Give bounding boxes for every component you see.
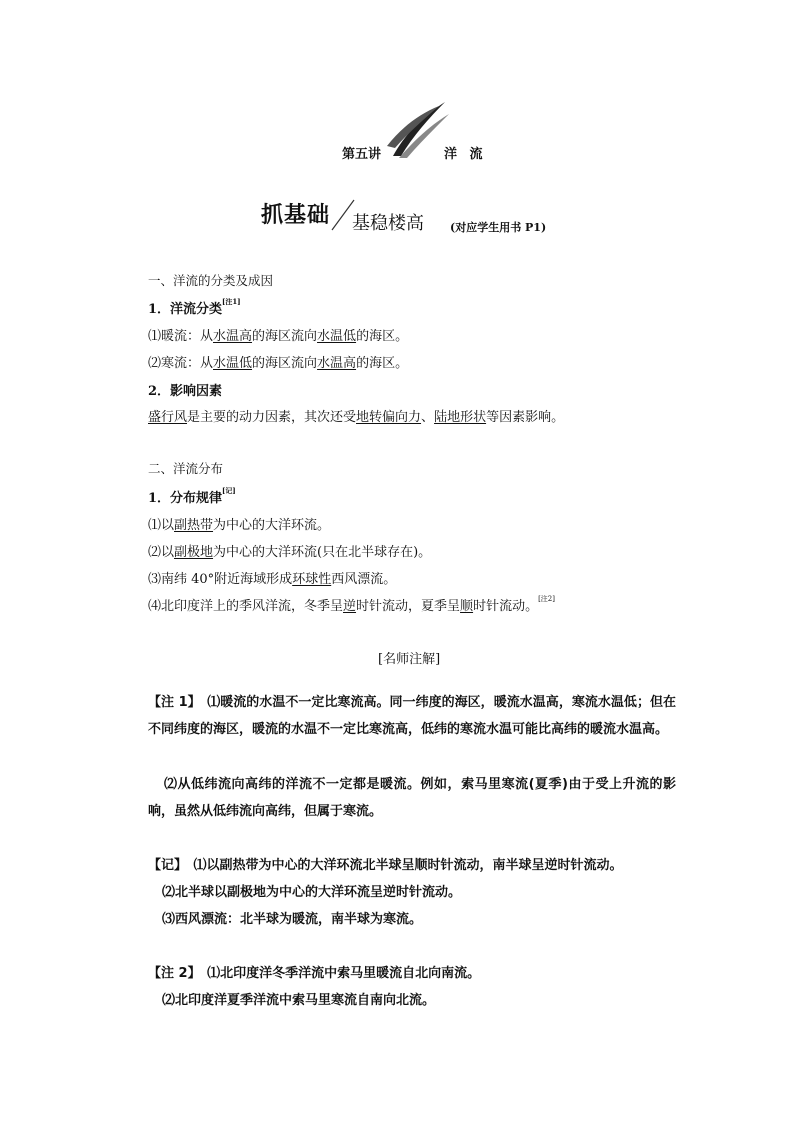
note1-paragraph-1: 【注 1】 ⑴暖流的水温不一定比寒流高。同一纬度的海区，暖流水温高，寒流水温低；但在不同纬度的海区，暖流的水温不一定比寒流高，低纬的寒流水温可能比高纬的暖流水温高。 <box>148 695 676 737</box>
note2-line-1: 【注 2】 ⑴北印度洋冬季洋流中索马里暖流自北向南流。 <box>148 966 481 981</box>
note-marker[interactable]: [注2] <box>538 595 555 603</box>
ji-line-3: ⑶西风漂流：北半球为暖流，南半球为寒流。 <box>162 912 423 927</box>
part1-sub1-title: 1．洋流分类[注1] <box>148 297 241 317</box>
note-marker[interactable]: [注1] <box>222 297 241 306</box>
section-main-title: 抓基础 <box>261 203 331 228</box>
warm-current-definition: ⑴暖流：从水温高的海区流向水温低的海区。 <box>148 329 409 344</box>
part1-sub2-title: 2．影响因素 <box>148 384 223 399</box>
part1-title: 一、洋流的分类及成因 <box>148 273 274 288</box>
distribution-item-4: ⑷北印度洋上的季风洋流，冬季呈逆时针流动，夏季呈顺时针流动。[注2] <box>148 595 555 614</box>
distribution-item-2: ⑵以副极地为中心的大洋环流(只在北半球存在)。 <box>148 545 432 560</box>
swoosh-logo-icon <box>383 98 453 160</box>
ji-line-1: 【记】 ⑴以副热带为中心的大洋环流北半球呈顺时针流动，南半球呈逆时针流动。 <box>148 858 623 873</box>
influencing-factors: 盛行风是主要的动力因素，其次还受地转偏向力、陆地形状等因素影响。 <box>148 410 565 425</box>
notes-heading: [名师注解] <box>378 652 441 667</box>
section-subtitle: 基稳楼高 <box>352 213 424 234</box>
part2-sub1-title: 1．分布规律[记] <box>148 486 236 506</box>
distribution-item-3: ⑶南纬 40°附近海域形成环球性西风漂流。 <box>148 572 397 587</box>
note2-line-2: ⑵北印度洋夏季洋流中索马里寒流自南向北流。 <box>162 993 436 1008</box>
cold-current-definition: ⑵寒流：从水温低的海区流向水温高的海区。 <box>148 356 409 371</box>
lesson-title: 洋 流 <box>444 147 487 162</box>
section-reference: (对应学生用书 P1) <box>450 221 547 234</box>
note1-paragraph-2: ⑵从低纬流向高纬的洋流不一定都是暖流。例如，索马里寒流(夏季)由于受上升流的影响，虽然从低纬流向高纬，但属于寒流。 <box>148 777 676 819</box>
note-marker[interactable]: [记] <box>222 486 236 495</box>
lesson-number: 第五讲 <box>342 147 382 162</box>
distribution-item-1: ⑴以副热带为中心的大洋环流。 <box>148 518 331 533</box>
ji-line-2: ⑵北半球以副极地为中心的大洋环流呈逆时针流动。 <box>162 885 462 900</box>
part2-title: 二、洋流分布 <box>148 461 224 476</box>
